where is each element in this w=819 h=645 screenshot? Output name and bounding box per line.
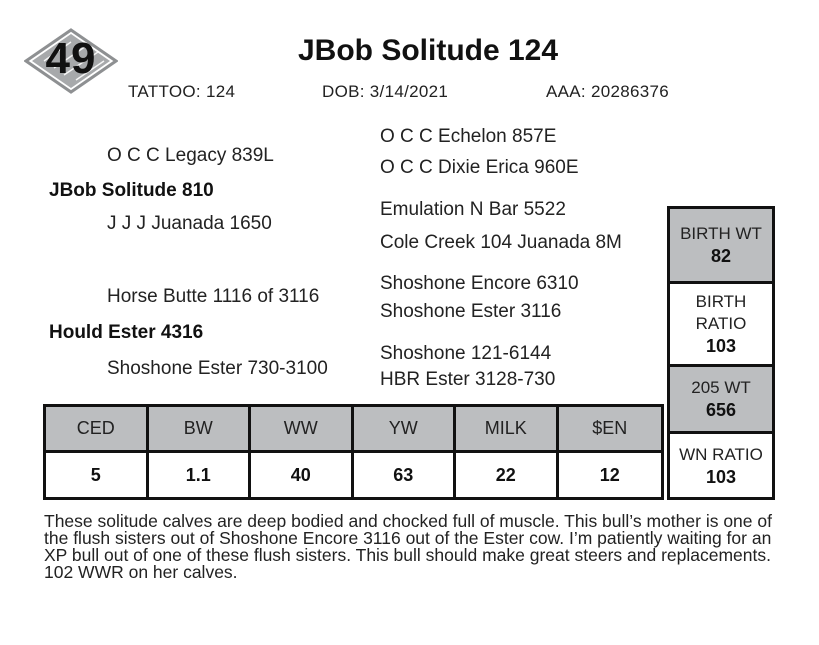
- epd-header-milk: MILK: [456, 407, 559, 453]
- birth-weight-label: BIRTH WT: [680, 224, 762, 243]
- pedigree-sire: JBob Solitude 810: [49, 180, 214, 201]
- epd-header-en: $EN: [559, 407, 662, 453]
- pedigree-sire-sire-sire: O C C Echelon 857E: [380, 126, 557, 147]
- weight-205-value: 656: [705, 400, 737, 420]
- pedigree-dam-dam-dam: HBR Ester 3128-730: [380, 369, 556, 390]
- pedigree-dam-sire: Horse Butte 1116 of 3116: [107, 286, 320, 307]
- weight-205-label: 205 WT: [691, 378, 751, 397]
- epd-header-bw: BW: [149, 407, 252, 453]
- epd-value-ww: 40: [251, 453, 354, 497]
- aaa-info: AAA: 20286376: [546, 82, 669, 101]
- birth-weight-box: [670, 209, 772, 284]
- epd-header-ww: WW: [251, 407, 354, 453]
- birth-ratio-label-line2: RATIO: [695, 314, 747, 333]
- pedigree-dam-dam-sire: Shoshone 121-6144: [380, 343, 552, 364]
- epd-value-ced: 5: [46, 453, 149, 497]
- epd-header-ced: CED: [46, 407, 149, 453]
- epd-value-en: 12: [559, 453, 662, 497]
- birth-ratio-value: 103: [705, 336, 737, 356]
- pedigree-sire-dam: J J J Juanada 1650: [107, 213, 272, 234]
- pedigree-sire-dam-dam: Cole Creek 104 Juanada 8M: [380, 232, 622, 253]
- weaning-ratio-value: 103: [705, 466, 737, 487]
- description-text: These solitude calves are deep bodied and chocked full of muscle. This bull’s mother is one of the flush sisters out of Shoshone Encore 3116 out of the Ester cow. I’m patiently waiting for an XP bull out of one of these flush sisters. This bull should make great steers and replacements. 102 WWR on her calves.: [44, 511, 772, 582]
- weaning-ratio-box: [670, 434, 772, 497]
- birth-ratio-label-line1: BIRTH: [695, 292, 747, 311]
- dob-info: DOB: 3/14/2021: [322, 82, 449, 101]
- lot-badge: [24, 28, 118, 94]
- tattoo-info: TATTOO: 124: [128, 82, 236, 101]
- pedigree-sire-sire: O C C Legacy 839L: [107, 145, 274, 166]
- epd-header-yw: YW: [354, 407, 457, 453]
- epd-value-bw: 1.1: [149, 453, 252, 497]
- page-title: JBob Solitude 124: [298, 34, 559, 67]
- epd-table: [43, 404, 664, 500]
- pedigree-dam-sire-dam: Shoshone Ester 3116: [380, 301, 562, 322]
- pedigree-dam: Hould Ester 4316: [49, 322, 204, 343]
- epd-value-milk: 22: [456, 453, 559, 497]
- performance-stats: [667, 206, 775, 500]
- pedigree-dam-dam: Shoshone Ester 730-3100: [107, 358, 328, 379]
- pedigree-sire-sire-dam: O C C Dixie Erica 960E: [380, 157, 579, 178]
- weaning-ratio-label: WN RATIO: [679, 444, 763, 464]
- weight-205-box: [670, 367, 772, 434]
- pedigree-sire-dam-sire: Emulation N Bar 5522: [380, 199, 566, 220]
- lot-number: 49: [45, 34, 97, 83]
- birth-weight-value: 82: [710, 246, 732, 266]
- birth-ratio-box: [670, 284, 772, 367]
- pedigree-dam-sire-sire: Shoshone Encore 6310: [380, 273, 579, 294]
- epd-value-yw: 63: [354, 453, 457, 497]
